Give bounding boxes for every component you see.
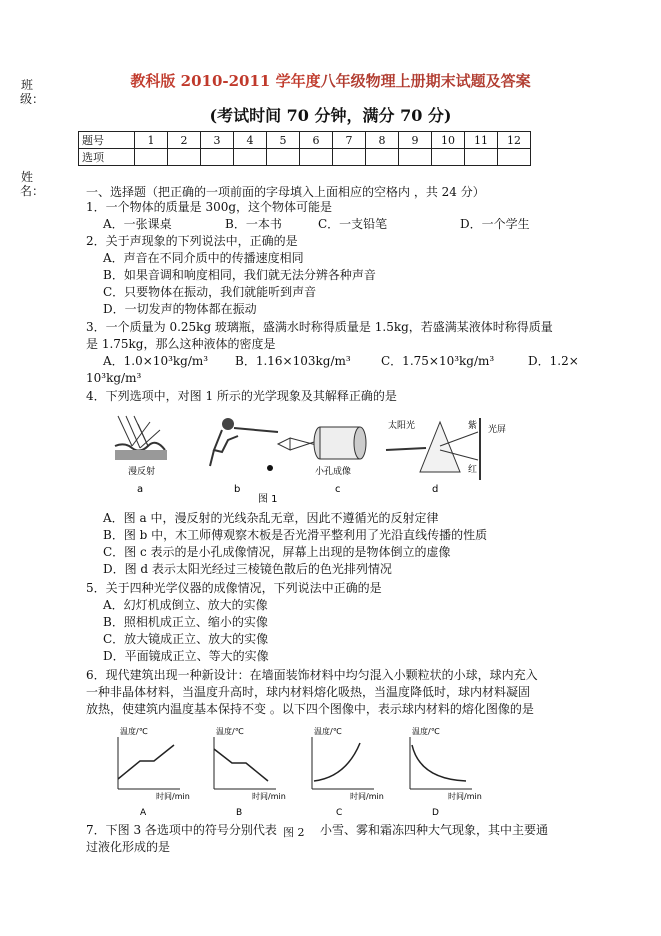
- q5-stem: 5．关于四种光学仪器的成像情况，下列说法中正确的是: [86, 581, 382, 595]
- q-number: 3: [201, 132, 234, 149]
- fig2-letter-a: A: [140, 808, 147, 817]
- fig1-c-label: 小孔成像: [315, 467, 352, 477]
- q4-option-d: D．图 d 表示太阳光经过三棱镜色散后的色光排列情况: [103, 562, 392, 576]
- fig2-letter-c: C: [336, 808, 343, 817]
- answer-cell[interactable]: [234, 149, 267, 166]
- answer-cell[interactable]: [168, 149, 201, 166]
- q2-option-a: A．声音在不同介质中的传播速度相同: [103, 251, 304, 265]
- fig1-c-pinhole: [278, 427, 366, 495]
- answer-cell[interactable]: [333, 149, 366, 166]
- fig2-graph-a: [118, 726, 190, 817]
- fig1-d-sun: 太阳光: [388, 421, 416, 431]
- fig1-letter-c: c: [335, 484, 341, 495]
- answer-cell[interactable]: [498, 149, 531, 166]
- q6-stem-line2: 一种非晶体材料，当温度升高时，球内材料熔化吸热，当温度降低时，球内材料凝固: [86, 685, 531, 699]
- fig2-a-ylabel: 温度/℃: [120, 727, 148, 736]
- answer-table-number-row: [79, 132, 531, 149]
- answer-cell[interactable]: [135, 149, 168, 166]
- fig2-letter-b: B: [236, 808, 243, 817]
- name-label: 姓名：: [20, 170, 45, 198]
- q3-stem-line2: 是 1.75kg，那么这种液体的密度是: [86, 337, 276, 351]
- page-title: [0, 70, 661, 91]
- q3-stem-line1: 3．一个质量为 0.25kg 玻璃瓶，盛满水时称得质量是 1.5kg，若盛满某液体时称得质量: [86, 320, 553, 334]
- q1-option-a: A．一张课桌: [103, 217, 172, 231]
- title-part2: 八年级物理上册期末试题及答案: [320, 72, 531, 90]
- q-number: 7: [333, 132, 366, 149]
- q-number: 12: [498, 132, 531, 149]
- fig2-graph-b: [214, 726, 286, 817]
- answer-cell[interactable]: [366, 149, 399, 166]
- fig2-c-ylabel: 温度/℃: [314, 727, 342, 736]
- q-number: 6: [300, 132, 333, 149]
- q5-option-b: B．照相机成正立、缩小的实像: [103, 615, 268, 629]
- answer-cell[interactable]: [201, 149, 234, 166]
- q5-option-d: D．平面镜成正立、等大的实像: [103, 649, 269, 663]
- answer-table: [78, 131, 531, 166]
- fig1-letter-a: a: [137, 484, 144, 495]
- q4-stem: 4．下列选项中，对图 1 所示的光学现象及其解释正确的是: [86, 389, 397, 403]
- q-number: 9: [399, 132, 432, 149]
- class-label: 班级：: [20, 78, 45, 106]
- fig1-d-screen: 光屏: [488, 425, 507, 435]
- section-heading: 一、选择题（把正确的一项前面的字母填入上面相应的空格内 ，共 24 分）: [86, 185, 485, 199]
- answer-cell[interactable]: [267, 149, 300, 166]
- row-label-number: 题号: [79, 132, 135, 149]
- answer-table-option-row: [79, 149, 531, 166]
- fig1-caption: 图 1: [258, 494, 278, 505]
- answer-cell[interactable]: [465, 149, 498, 166]
- q-number: 1: [135, 132, 168, 149]
- figure-2: [110, 725, 490, 817]
- q1-option-d: D．一个学生: [460, 217, 530, 231]
- fig2-d-ylabel: 温度/℃: [412, 727, 440, 736]
- q5-option-a: A．幻灯机成倒立、放大的实像: [103, 598, 268, 612]
- q6-stem-line3: 放热，使建筑内温度基本保持不变 。以下四个图像中，表示球内材料的熔化图像的是: [86, 702, 534, 716]
- q-number: 8: [366, 132, 399, 149]
- fig1-letter-d: d: [432, 484, 439, 495]
- q2-option-b: B．如果音调和响度相同，我们就无法分辨各种声音: [103, 268, 376, 282]
- q7-stem-line2: 过液化形成的是: [86, 840, 171, 854]
- fig2-letter-d: D: [432, 808, 439, 817]
- fig2-graph-c: [312, 726, 384, 817]
- fig2-b-xlabel: 时间/min: [252, 792, 286, 801]
- q2-stem: 2．关于声现象的下列说法中，正确的是: [86, 234, 298, 248]
- q4-option-c: C．图 c 表示的是小孔成像情况，屏幕上出现的是物体倒立的虚像: [103, 545, 451, 559]
- answer-cell[interactable]: [399, 149, 432, 166]
- q-number: 5: [267, 132, 300, 149]
- fig2-caption: 图 2: [283, 826, 305, 839]
- fig1-d-prism: [386, 418, 506, 495]
- q1-option-c: C．一支铅笔: [318, 217, 388, 231]
- q-number: 11: [465, 132, 498, 149]
- q3-option-d-continued: 10³kg/m³: [86, 371, 142, 385]
- q6-stem-line1: 6．现代建筑出现一种新设计：在墙面装饰材料中均匀混入小颗粒状的小球，球内充入: [86, 668, 538, 682]
- fig1-d-red: 红: [468, 465, 478, 475]
- q2-option-d: D．一切发声的物体都在振动: [103, 302, 257, 316]
- fig2-a-xlabel: 时间/min: [156, 792, 190, 801]
- answer-cell[interactable]: [432, 149, 465, 166]
- q-number: 4: [234, 132, 267, 149]
- q7-stem-line1a: 7．下图 3 各选项中的符号分别代表: [86, 823, 277, 837]
- q4-option-a: A．图 a 中，漫反射的光线杂乱无章，因此不遵循光的反射定律: [103, 511, 439, 525]
- q1-stem: 1．一个物体的质量是 300g，这个物体可能是: [86, 200, 333, 214]
- fig2-c-xlabel: 时间/min: [350, 792, 384, 801]
- fig1-b-carpenter: [210, 418, 278, 495]
- q3-option-c: C．1.75×10³kg/m³: [381, 354, 495, 368]
- q5-option-c: C．放大镜成正立、放大的实像: [103, 632, 269, 646]
- fig1-d-purple: 紫: [468, 421, 478, 431]
- title-part1: 教科版 2010-2011 学年度: [130, 72, 321, 90]
- q-number: 2: [168, 132, 201, 149]
- answer-cell[interactable]: [300, 149, 333, 166]
- fig1-a-label: 漫反射: [128, 467, 156, 477]
- fig1-letter-b: b: [234, 484, 241, 495]
- row-label-option: 选项: [79, 149, 135, 166]
- fig2-b-ylabel: 温度/℃: [216, 727, 244, 736]
- q3-option-b: B．1.16×103kg/m³: [235, 354, 351, 368]
- fig1-a-diffuse-reflection: [115, 416, 167, 495]
- q1-option-b: B．一本书: [225, 217, 282, 231]
- q7-stem-line1b: 小雪、雾和霜冻四种大气现象，其中主要通: [320, 823, 549, 837]
- q2-option-c: C．只要物体在振动，我们就能听到声音: [103, 285, 317, 299]
- fig2-graph-d: [410, 726, 482, 817]
- figure-1: [110, 410, 510, 506]
- q-number: 10: [432, 132, 465, 149]
- q3-option-d: D．1.2×: [528, 354, 579, 368]
- fig2-d-xlabel: 时间/min: [448, 792, 482, 801]
- q4-option-b: B．图 b 中，木工师傅观察木板是否光滑平整利用了光沿直线传播的性质: [103, 528, 488, 542]
- exam-subtitle: (考试时间 70 分钟，满分 70 分): [209, 106, 452, 125]
- q3-option-a: A．1.0×10³kg/m³: [103, 354, 209, 368]
